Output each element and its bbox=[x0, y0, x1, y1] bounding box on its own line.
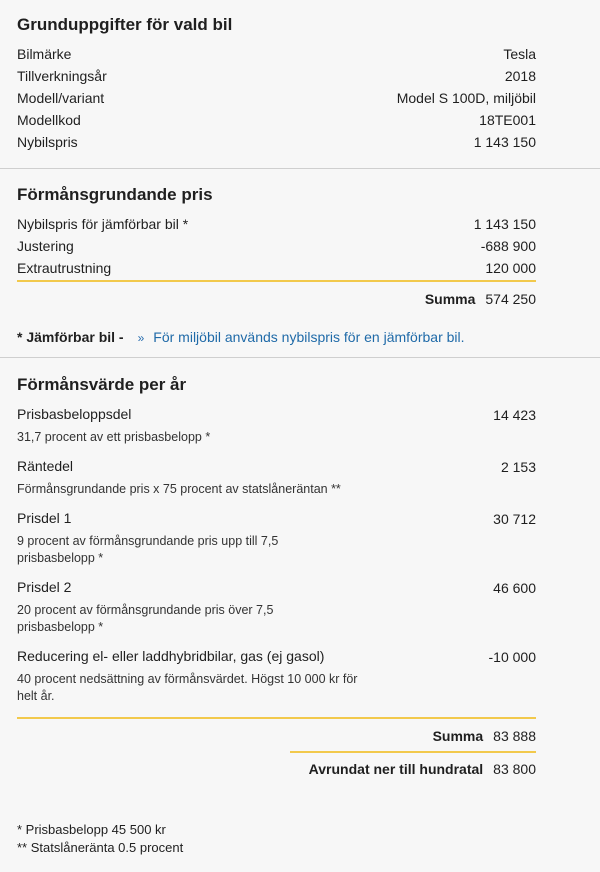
section-basic-info bbox=[0, 14, 600, 153]
row-value: 1 143 150 bbox=[473, 134, 536, 150]
footnote-price-base: * Prisbasbelopp 45 500 kr bbox=[17, 822, 166, 837]
row-extra-equipment bbox=[17, 257, 536, 279]
item-value: 14 423 bbox=[493, 407, 536, 423]
footnotes bbox=[0, 821, 600, 857]
item-description: 20 procent av förmånsgrundande pris över 7,5 prisbasbelopp * bbox=[17, 603, 274, 634]
item-description: 31,7 procent av ett prisbasbelopp * bbox=[17, 430, 211, 444]
sum-separator bbox=[17, 717, 536, 719]
row-brand bbox=[17, 43, 536, 65]
rounded-separator bbox=[290, 751, 536, 753]
row-label: Modellkod bbox=[17, 112, 81, 128]
sum-value: 574 250 bbox=[485, 291, 536, 307]
item-value: 46 600 bbox=[493, 580, 536, 596]
row-label: Justering bbox=[17, 238, 74, 254]
item-value: -10 000 bbox=[488, 649, 536, 665]
row-value: 1 143 150 bbox=[473, 216, 536, 232]
item-reduction bbox=[17, 646, 536, 705]
sum-value: 83 888 bbox=[493, 728, 536, 744]
section-divider bbox=[0, 168, 600, 169]
link-arrow-icon: » bbox=[137, 331, 145, 345]
row-value: 18TE001 bbox=[479, 112, 536, 128]
rounded-value: 83 800 bbox=[493, 761, 536, 777]
rounded-label: Avrundat ner till hundratal bbox=[308, 761, 484, 777]
section-title: Förmånsvärde per år bbox=[17, 375, 187, 394]
row-value: Model S 100D, miljöbil bbox=[396, 90, 536, 106]
item-price-part-1 bbox=[17, 508, 536, 567]
item-name: Prisbasbeloppsdel bbox=[17, 406, 132, 422]
section-benefit-price bbox=[0, 184, 600, 348]
row-label: Nybilspris bbox=[17, 134, 78, 150]
row-label: Modell/variant bbox=[17, 90, 105, 106]
row-label: Bilmärke bbox=[17, 46, 72, 62]
item-name: Reducering el- eller laddhybridbilar, gas (ej gasol) bbox=[17, 648, 325, 664]
section-title: Grunduppgifter för vald bil bbox=[17, 15, 233, 34]
row-value: 2018 bbox=[504, 68, 536, 84]
sum-separator bbox=[17, 280, 536, 282]
item-name: Prisdel 2 bbox=[17, 579, 72, 595]
sum-row bbox=[17, 725, 536, 747]
item-price-part-2 bbox=[17, 577, 536, 636]
item-interest bbox=[17, 456, 536, 498]
row-adjustment bbox=[17, 235, 536, 257]
footnote-interest-rate: ** Statslåneränta 0.5 procent bbox=[17, 840, 184, 855]
sum-label: Summa bbox=[432, 728, 484, 744]
rounded-row bbox=[17, 758, 536, 780]
item-price-base bbox=[17, 404, 536, 446]
section-benefit-value bbox=[0, 374, 600, 780]
item-name: Prisdel 1 bbox=[17, 510, 72, 526]
row-value: 120 000 bbox=[485, 260, 536, 276]
comparable-car-link[interactable]: För miljöbil används nybilspris för en jämförbar bil. bbox=[153, 329, 465, 345]
section-divider bbox=[0, 357, 600, 358]
note-label: * Jämförbar bil - bbox=[17, 329, 124, 345]
row-label: Nybilspris för jämförbar bil * bbox=[17, 216, 189, 232]
row-model bbox=[17, 87, 536, 109]
section-title: Förmånsgrundande pris bbox=[17, 185, 213, 204]
item-description: 40 procent nedsättning av förmånsvärdet. Högst 10 000 kr för helt år. bbox=[17, 672, 358, 703]
item-value: 2 153 bbox=[500, 459, 536, 475]
item-description: Förmånsgrundande pris x 75 procent av statslåneräntan ** bbox=[17, 482, 341, 496]
comparable-car-note bbox=[17, 327, 536, 348]
item-name: Räntedel bbox=[17, 458, 74, 474]
row-value: -688 900 bbox=[480, 238, 536, 254]
row-new-price bbox=[17, 131, 536, 153]
row-model-code bbox=[17, 109, 536, 131]
item-value: 30 712 bbox=[493, 511, 536, 527]
row-comparable-price bbox=[17, 213, 536, 235]
row-label: Tillverkningsår bbox=[17, 68, 107, 84]
item-description: 9 procent av förmånsgrundande pris upp till 7,5 prisbasbelopp * bbox=[17, 534, 279, 565]
sum-label: Summa bbox=[424, 291, 476, 307]
row-year bbox=[17, 65, 536, 87]
row-label: Extrautrustning bbox=[17, 260, 112, 276]
sum-row bbox=[17, 288, 536, 310]
row-value: Tesla bbox=[503, 46, 536, 62]
